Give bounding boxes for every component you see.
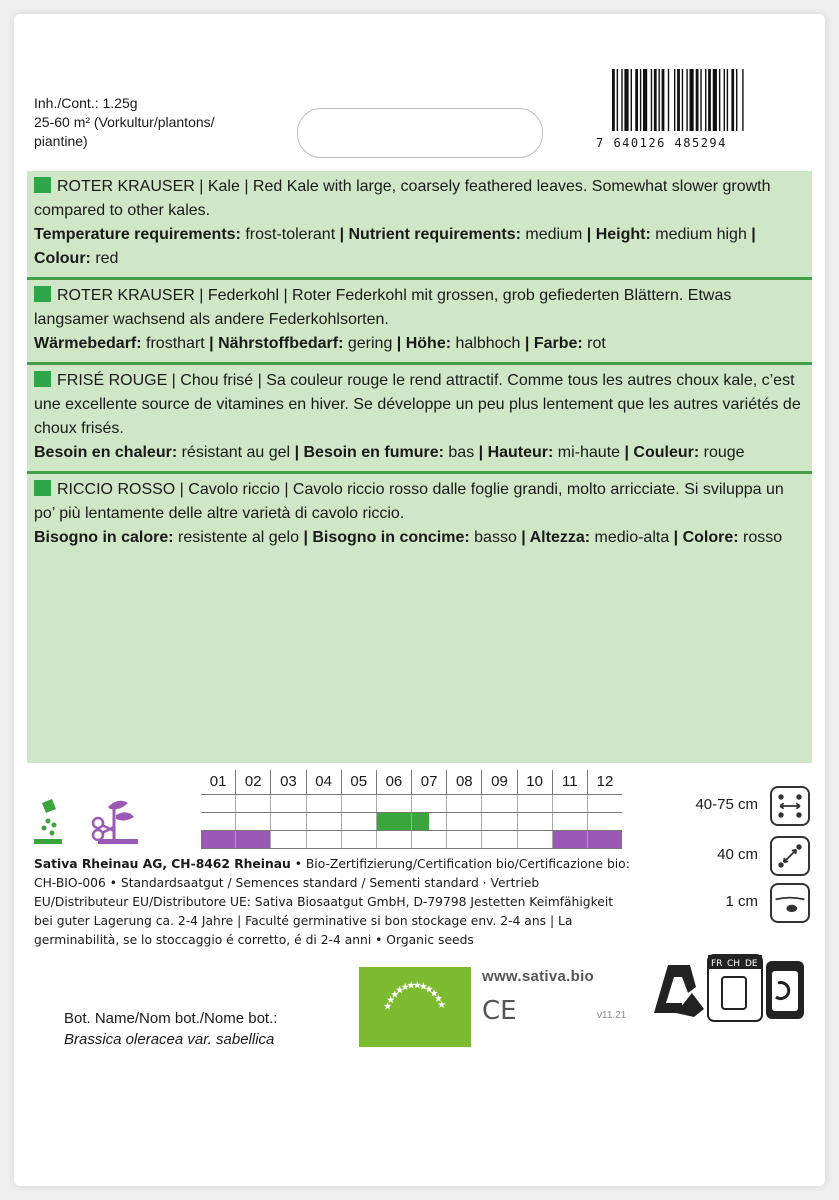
prop-value: basso [469, 529, 522, 546]
calendar-cell [201, 795, 236, 812]
botanical-name [64, 1008, 277, 1050]
section-french [27, 365, 812, 474]
month-label: 11 [553, 770, 588, 794]
month-label: 01 [201, 770, 236, 794]
green-square-icon [34, 286, 51, 302]
content-line: Inh./Cont.: 1.25g [34, 95, 138, 111]
month-label: 05 [342, 770, 377, 794]
flag-fr: FR [711, 959, 723, 969]
month-label: 03 [271, 770, 306, 794]
harvest-cell [271, 831, 306, 848]
harvest-cell [342, 831, 377, 848]
prop-label: Temperature requirements: [34, 226, 241, 243]
sowing-harvest-legend-icon [30, 795, 150, 850]
harvest-cell [518, 831, 553, 848]
prop-value: bas [443, 444, 479, 461]
calendar-cell [482, 795, 517, 812]
prop-label: | Altezza: [521, 529, 591, 546]
month-label: 02 [236, 770, 271, 794]
harvest-cell [236, 831, 271, 848]
calendar-cell [342, 795, 377, 812]
sowing-cell [307, 813, 342, 830]
legal-text: • Bio-Zertifizierung/Certification bio/Certificazione bio: CH-BIO-006 • Standardsaatgut / Semences standard / Sementi standard · Vertrieb EU/Distributeur EU/Distributore UE: Sativa Biosaatgut GmbH, D-79798 Jestetten Keimfähigkeit bei guter Lagerung ca. 2-4 Jahre | Faculté germinative si bon stockage env. 2-4 ans | La germinabilità, se lo stoccaggio é corretto, é di 2-4 anni • Organic seeds [34, 857, 630, 947]
section-italian [27, 474, 812, 556]
legal-footer [34, 855, 634, 950]
calendar-cell [447, 795, 482, 812]
prop-value: gering [343, 335, 397, 352]
section-intro: ROTER KRAUSER | Kale | Red Kale with large, coarsely feathered leaves. Somewhat slower growth compared to other kales. [34, 178, 771, 219]
sowing-depth [690, 883, 810, 923]
calendar-cell [236, 795, 271, 812]
website-link[interactable]: www.sativa.bio [482, 968, 595, 985]
calendar-cell [307, 795, 342, 812]
calendar-cell [377, 795, 412, 812]
harvest-cell [588, 831, 622, 848]
flag-de: DE [745, 959, 758, 969]
sowing-cell [201, 813, 236, 830]
prop-label: | Nutrient requirements: [339, 226, 521, 243]
harvest-cell [201, 831, 236, 848]
prop-value: rot [582, 335, 606, 352]
prop-value: frost-tolerant [240, 226, 340, 243]
prop-label: | Couleur: [624, 444, 700, 461]
harvest-cell [553, 831, 588, 848]
plant-spacing [690, 836, 810, 876]
calendar-cell [518, 795, 553, 812]
content-line: 25-60 m² (Vorkultur/plantons/ [34, 114, 215, 130]
prop-value: medium [520, 226, 587, 243]
month-label: 09 [482, 770, 517, 794]
version-label: v11.21 [597, 1010, 627, 1021]
row-spacing-value: 40-75 cm [695, 796, 758, 813]
calendar-row-empty [201, 794, 622, 812]
month-label: 10 [518, 770, 553, 794]
prop-value: résistant au gel [177, 444, 295, 461]
ce-mark: CE [482, 996, 517, 1026]
sowing-depth-icon [770, 883, 810, 923]
prop-label: | Nährstoffbedarf: [209, 335, 344, 352]
botanical-label: Bot. Name/Nom bot./Nome bot.: [64, 1010, 278, 1027]
calendar-cell [412, 795, 447, 812]
plant-spacing-icon [770, 836, 810, 876]
flag-ch: CH [727, 959, 741, 969]
section-intro: FRISÉ ROUGE | Chou frisé | Sa couleur rouge le rend attractif. Comme tous les autres choux kale, c’est une excellente source de vitamines en hiver. Se développe un peu plus lentement que les autres variétés de choux frisés. [34, 372, 801, 437]
calendar-cell [588, 795, 622, 812]
hanging-hole [297, 108, 543, 158]
calendar-row-harvest [201, 830, 622, 848]
prop-value: frosthart [141, 335, 210, 352]
recycling-info-icon [648, 953, 808, 1025]
prop-value: mi-haute [553, 444, 625, 461]
section-intro: RICCIO ROSSO | Cavolo riccio | Cavolo riccio rosso dalle foglie grandi, molto arricciate. Si sviluppa un po’ più lentamente delle altre varietà di cavolo riccio. [34, 481, 784, 522]
calendar-row-sowing [201, 812, 622, 830]
prop-label: | Bisogno in concime: [303, 529, 470, 546]
sowing-cell [412, 813, 447, 830]
harvest-cell [412, 831, 447, 848]
month-label: 12 [596, 773, 614, 790]
prop-value: medium high [650, 226, 752, 243]
sowing-cell [553, 813, 588, 830]
prop-label: | Colour: [34, 226, 756, 267]
sowing-cell [236, 813, 271, 830]
calendar-months [201, 770, 622, 794]
prop-label: | Hauteur: [478, 444, 554, 461]
content-info [34, 94, 215, 151]
prop-label: | Höhe: [396, 335, 452, 352]
content-line: piantine) [34, 133, 88, 149]
month-label: 08 [447, 770, 482, 794]
plant-spacing-value: 40 cm [717, 846, 758, 863]
green-square-icon [34, 480, 51, 496]
green-square-icon [34, 177, 51, 193]
harvest-cell [307, 831, 342, 848]
calendar-grid [201, 794, 622, 849]
prop-label: Wärmebedarf: [34, 335, 142, 352]
botanical-species: Brassica oleracea var. sabellica [64, 1031, 275, 1048]
prop-value: resistente al gelo [173, 529, 304, 546]
prop-label: | Height: [586, 226, 651, 243]
harvest-cell [482, 831, 517, 848]
section-german [27, 280, 812, 365]
month-label: 06 [377, 770, 412, 794]
month-label: 04 [307, 770, 342, 794]
row-spacing [690, 786, 810, 826]
prop-value: rosso [738, 529, 783, 546]
sowing-cell [377, 813, 412, 830]
prop-label: Bisogno in calore: [34, 529, 174, 546]
prop-label: Besoin en chaleur: [34, 444, 178, 461]
prop-value: halbhoch [451, 335, 525, 352]
description-box [27, 171, 812, 763]
sowing-cell [518, 813, 553, 830]
prop-label: | Colore: [673, 529, 739, 546]
prop-value: medio-alta [590, 529, 674, 546]
sowing-cell [447, 813, 482, 830]
row-spacing-icon [770, 786, 810, 826]
prop-value: red [90, 250, 119, 267]
prop-label: | Besoin en fumure: [294, 444, 444, 461]
sowing-cell [588, 813, 622, 830]
month-label: 07 [412, 770, 447, 794]
sowing-calendar [201, 770, 622, 846]
sowing-depth-value: 1 cm [725, 893, 758, 910]
sowing-cell [271, 813, 306, 830]
sowing-cell [482, 813, 517, 830]
green-square-icon [34, 371, 51, 387]
section-english [27, 171, 812, 280]
harvest-cell [377, 831, 412, 848]
sowing-cell [342, 813, 377, 830]
company-name: Sativa Rheinau AG, CH-8462 Rheinau [34, 857, 291, 871]
harvest-cell [447, 831, 482, 848]
section-intro: ROTER KRAUSER | Federkohl | Roter Federkohl mit grossen, grob gefiederten Blättern. Etwas langsamer wachsend als andere Federkohlsorten. [34, 287, 732, 328]
prop-label: | Farbe: [524, 335, 583, 352]
barcode-number: 7 640126 485294 [596, 136, 727, 150]
eu-organic-logo-icon [359, 967, 471, 1047]
calendar-cell [553, 795, 588, 812]
prop-value: rouge [699, 444, 745, 461]
calendar-cell [271, 795, 306, 812]
